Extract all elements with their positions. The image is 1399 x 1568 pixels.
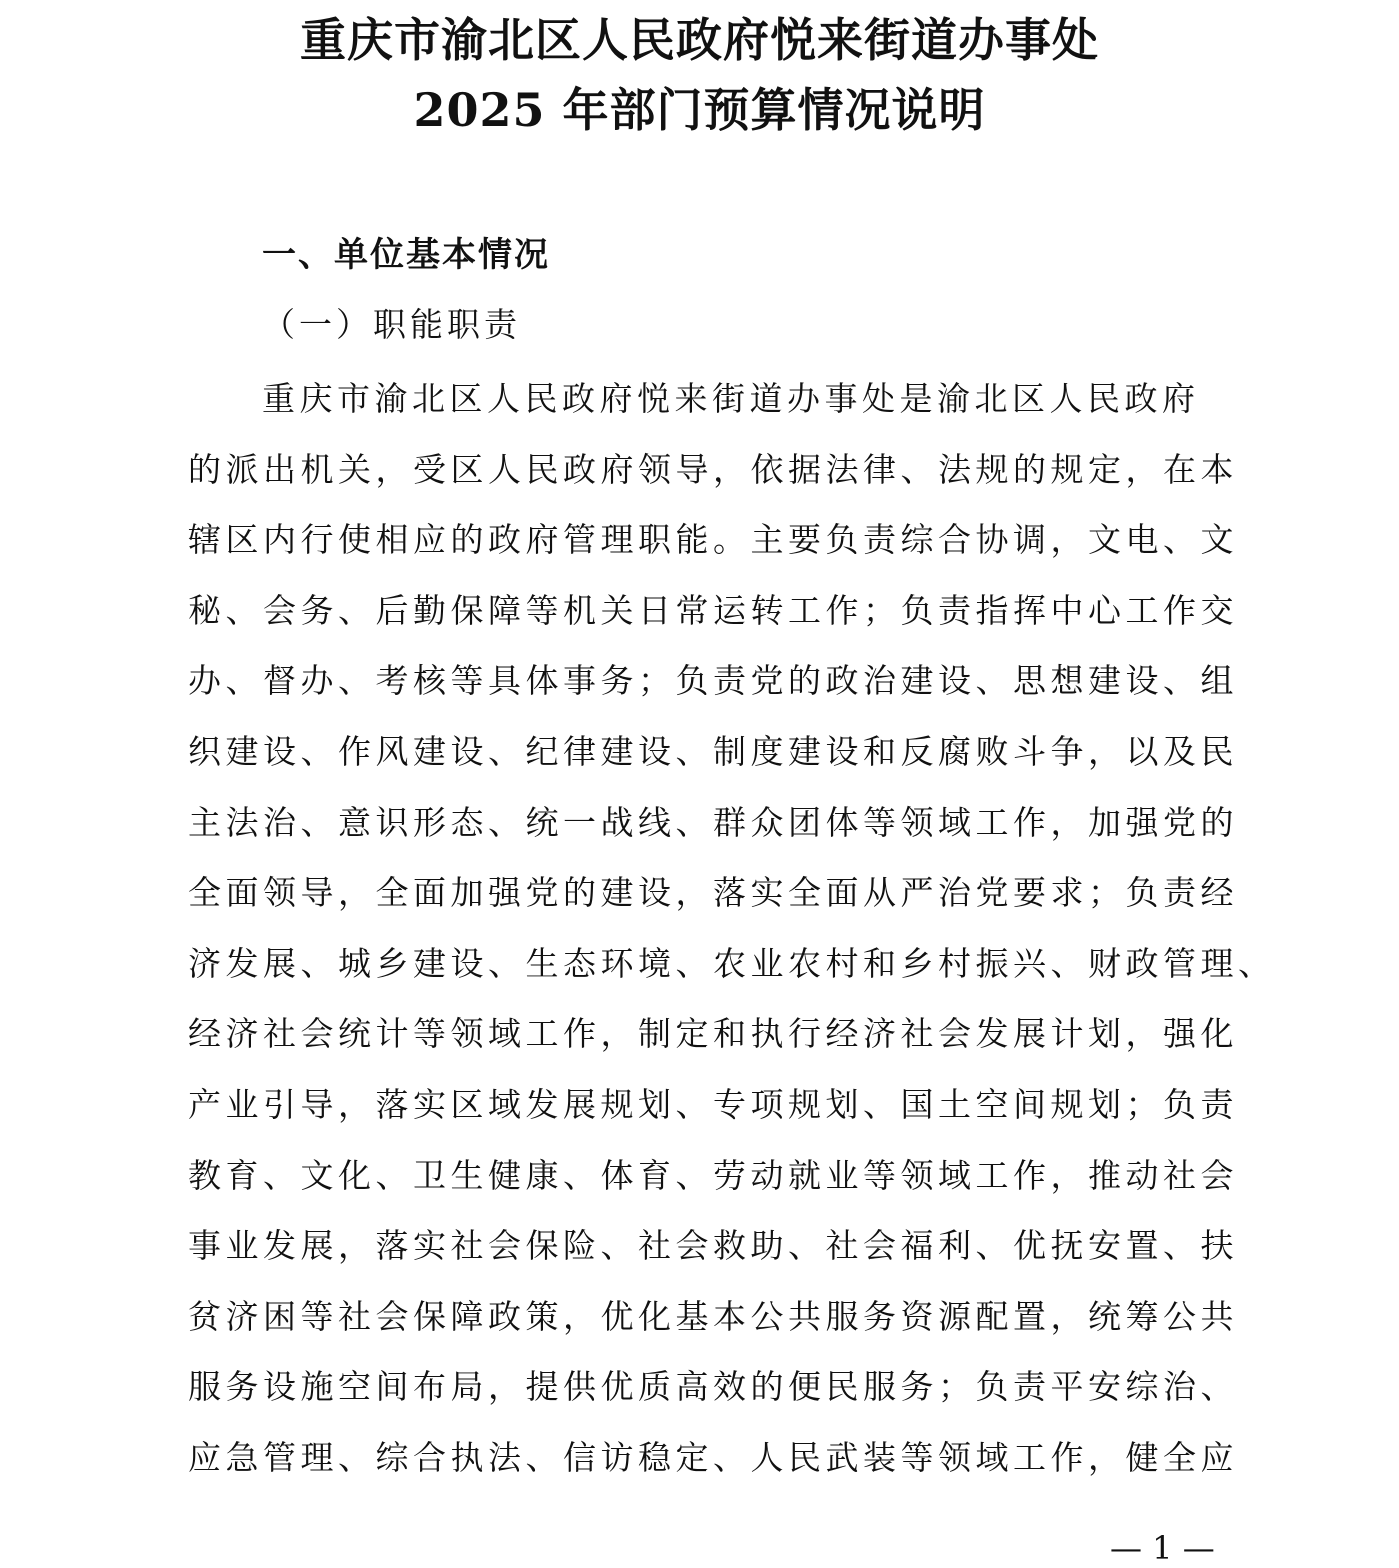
body-line: 主法治、意识形态、统一战线、群众团体等领域工作，加强党的 <box>188 802 1238 842</box>
body-line: 的派出机关，受区人民政府领导，依据法律、法规的规定，在本 <box>188 449 1238 489</box>
body-line: 全面领导，全面加强党的建设，落实全面从严治党要求；负责经 <box>188 873 1238 913</box>
section-heading: 一、单位基本情况 <box>262 235 550 275</box>
subsection-heading: （一）职能职责 <box>262 305 521 344</box>
document-title-line-1: 重庆市渝北区人民政府悦来街道办事处 <box>300 13 1099 67</box>
body-line: 织建设、作风建设、纪律建设、制度建设和反腐败斗争，以及民 <box>188 731 1238 771</box>
body-line: 服务设施空间布局，提供优质高效的便民服务；负责平安综治、 <box>188 1367 1238 1407</box>
body-line: 事业发展，落实社会保险、社会救助、社会福利、优抚安置、扶 <box>188 1226 1238 1266</box>
body-line: 贫济困等社会保障政策，优化基本公共服务资源配置，统筹公共 <box>188 1296 1238 1336</box>
body-line: 应急管理、综合执法、信访稳定、人民武装等领域工作，健全应 <box>188 1437 1238 1477</box>
body-line: 产业引导，落实区域发展规划、专项规划、国土空间规划；负责 <box>188 1084 1238 1124</box>
page-number: — 1 — <box>1110 1529 1215 1567</box>
body-line: 辖区内行使相应的政府管理职能。主要负责综合协调，文电、文 <box>188 520 1238 560</box>
body-line: 秘、会务、后勤保障等机关日常运转工作；负责指挥中心工作交 <box>188 590 1238 630</box>
body-line: 重庆市渝北区人民政府悦来街道办事处是渝北区人民政府 <box>262 379 1200 418</box>
body-line: 济发展、城乡建设、生态环境、农业农村和乡村振兴、财政管理、 <box>188 943 1276 983</box>
body-line: 教育、文化、卫生健康、体育、劳动就业等领域工作，推动社会 <box>188 1155 1238 1195</box>
document-title-line-2: 2025 年部门预算情况说明 <box>413 83 986 137</box>
body-line: 经济社会统计等领域工作，制定和执行经济社会发展计划，强化 <box>188 1014 1238 1054</box>
body-line: 办、督办、考核等具体事务；负责党的政治建设、思想建设、组 <box>188 661 1238 701</box>
body-text <box>188 370 1276 1500</box>
